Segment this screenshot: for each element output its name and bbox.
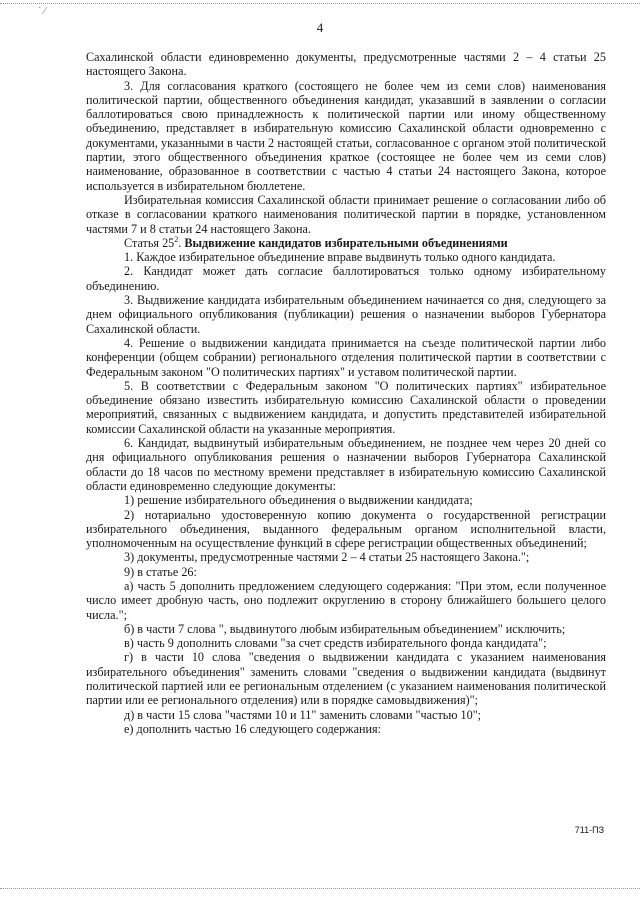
document-code: 711-ПЗ [574, 825, 604, 835]
page-number: 4 [316, 20, 324, 35]
article-heading [86, 236, 606, 250]
paragraph: Избирательная комиссия Сахалинской области принимает решение о согласовании либо об отказе в согласовании краткого наименования политической партии в порядке, установленном частями 7 и 8 статьи 24 настоящего Закона. [86, 192, 606, 236]
paragraph: 4. Решение о выдвижении кандидата принимается на съезде политической партии либо конференции (общем собрании) регионального отделения политической партии в соответствии с Федеральным законом "О политических партиях" и уставом политической партии. [86, 335, 606, 379]
paragraph: Сахалинской области единовременно документы, предусмотренные частями 2 – 4 статьи 25 настоящего Закона. [86, 50, 606, 79]
list-item: а) часть 5 дополнить предложением следующего содержания: "При этом, если полученное число имеет дробную часть, оно подлежит округлению в сторону ближайшего большего целого числа."; [86, 578, 606, 622]
article-title: Выдвижение кандидатов избирательными объединениями [184, 235, 508, 250]
article-suffix: . [178, 235, 185, 250]
list-item: 2) нотариально удостоверенную копию документа о государственной регистрации избирательного объединения, выданного федеральным органом исполнительной власти, уполномоченным на осуществление функций в сфере регистрации общественных объединений; [86, 507, 606, 551]
list-item: б) в части 7 слова ", выдвинутого любым избирательным объединением" исключить; [124, 621, 566, 636]
list-item: в) часть 9 дополнить словами "за счет средств избирательного фонда кандидата"; [124, 636, 547, 651]
list-item: д) в части 15 слова "частями 10 и 11" заменить словами "частью 10"; [124, 707, 482, 722]
article-superscript: 2 [174, 234, 179, 244]
document-body [86, 50, 606, 736]
scan-top-edge [0, 3, 640, 5]
list-item: 3) документы, предусмотренные частями 2 – 4 статьи 25 настоящего Закона."; [124, 550, 530, 565]
list-item: 9) в статье 26: [124, 564, 197, 579]
list-item: 1) решение избирательного объединения о выдвижении кандидата; [124, 493, 473, 508]
paragraph: 3. Выдвижение кандидата избирательным объединением начинается со дня, следующего за днем официального опубликования (публикации) решения о назначении выборов Губернатора Сахалинской области. [86, 293, 606, 336]
paragraph: 2. Кандидат может дать согласие баллотироваться только одному избирательному объединению. [86, 264, 606, 293]
paragraph: 5. В соответствии с Федеральным законом "О политических партиях" избирательное объединение обязано известить избирательную комиссию Сахалинской области о проведении мероприятий, связанных с выдвижением кандидата, и допустить представителей избирательной комиссии Сахалинской области на указанные мероприятия. [86, 378, 606, 436]
scan-bottom-edge [0, 888, 640, 890]
scan-artifact-mark: ˙ ⁄ [38, 6, 46, 17]
article-prefix: Статья 25 [124, 235, 175, 250]
list-item: е) дополнить частью 16 следующего содержания: [124, 721, 382, 736]
paragraph: 1. Каждое избирательное объединение вправе выдвинуть только одного кандидата. [124, 250, 556, 265]
list-item: г) в части 10 слова "сведения о выдвижении кандидата с указанием наименования избирательного объединения" заменить словами "сведения о выдвижении кандидата (выдвинут политической партией или ее региональным отделением (с указанием наименования политической партии или ее регионального отделения) или в порядке самовыдвижения)"; [86, 650, 606, 708]
paragraph: 6. Кандидат, выдвинутый избирательным объединением, не позднее чем через 20 дней со дня официального опубликования решения о назначении выборов Губернатора Сахалинской области до 18 часов по местному времени представляет в избирательную комиссию Сахалинской области единовременно следующие документы: [86, 436, 606, 493]
paragraph: 3. Для согласования краткого (состоящего не более чем из семи слов) наименования политической партии, общественного объединения кандидат, указавший в заявлении о согласии баллотироваться свою принадлежность к политической партии или иному общественному объединению, представляет в избирательную комиссию Сахалинской области одновременно с документами, указанными в части 2 настоящей статьи, согласованное с органом этой политической партии, этого общественного объединения краткое (состоящее не более чем из семи слов) наименование, образованное в соответствии с частью 4 статьи 24 настоящего Закона, которое используется в избирательном бюллетене. [86, 78, 606, 193]
